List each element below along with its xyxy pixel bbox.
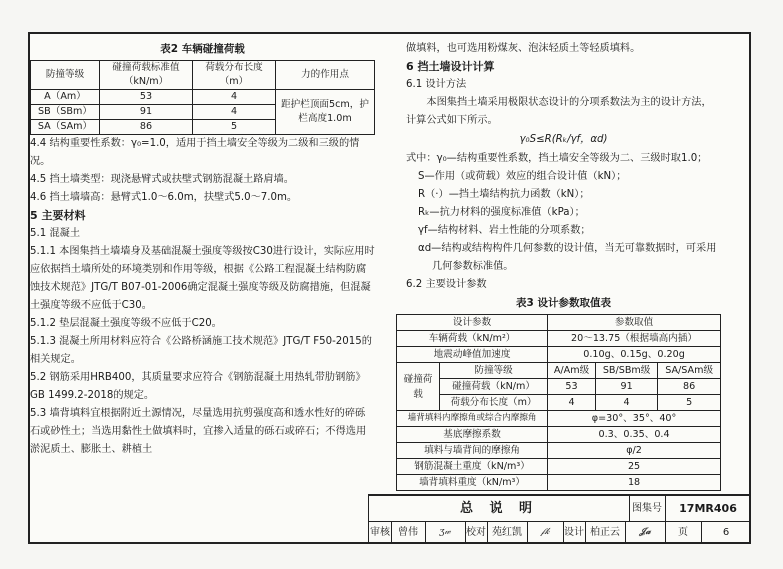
table2: [30, 60, 375, 135]
table-cell: 钢筋混凝土重度（kN/m³）: [397, 459, 548, 475]
table-row: [397, 411, 721, 427]
table-row: [397, 459, 721, 475]
table2-force-point: 距护栏顶面5cm，护栏高度1.0m: [276, 90, 375, 135]
checker-name: 苑红凯: [487, 521, 528, 544]
para-4-4: 4.4 结构重要性系数：γ₀=1.0，适用于挡土墙安全等级为二级和三级的情况。: [30, 138, 360, 167]
table-cell: SB/SBm级: [595, 363, 657, 379]
definition-gamma0: γ₀—结构重要性系数，挡土墙安全等级为二、三级时取1.0；: [436, 153, 708, 164]
atlas-number: 17MR406: [679, 502, 737, 515]
table-cell: 4: [548, 395, 596, 411]
table-cell: 碰撞荷载（kN/m）: [440, 379, 548, 395]
table-cell: SA（SAm）: [31, 120, 100, 135]
table-row: [397, 395, 721, 411]
title-block-bottom-row: [369, 521, 751, 544]
table2-header-length: 荷载分布长度（m）: [193, 61, 276, 90]
table3-header-value: 参数取值: [548, 315, 721, 331]
table-cell: 基底摩擦系数: [397, 427, 548, 443]
section-6-1-heading: 6.1 设计方法: [406, 79, 467, 90]
table-cell: A/Am级: [548, 363, 596, 379]
table2-header-level: 防撞等级: [31, 61, 100, 90]
table-cell: 53: [548, 379, 596, 395]
table-cell: 5: [193, 120, 276, 135]
table3: [396, 314, 721, 491]
where-text: 式中：: [406, 153, 437, 164]
table-cell: 车辆荷载（kN/m²）: [397, 331, 548, 347]
table-cell: SB（SBm）: [31, 105, 100, 120]
table-cell: 防撞等级: [440, 363, 548, 379]
table2-header-point: 力的作用点: [276, 61, 375, 90]
para-5-1-1: 5.1.1 本图集挡土墙墙身及基础混凝土强度等级按C30进行设计，实际应用时应依据挡土墙所处的环境类别和作用等级，根据《公路工程混凝土结构防腐蚀技术规范》JTG/T B07-01-2006确定混凝土强度等级及防腐措施，但混凝土强度等级不应低于C30。: [30, 246, 375, 311]
page-label: 页: [665, 521, 702, 544]
table-cell: φ/2: [548, 443, 721, 459]
table-row: [397, 315, 721, 331]
table-cell: 91: [595, 379, 657, 395]
table-cell: 20～13.75（根据墙高内插）: [548, 331, 721, 347]
table-row: [397, 363, 721, 379]
table-cell: φ=30°、35°、40°: [548, 411, 721, 427]
design-formula: γ₀S≤R(Rₖ/γf，αd): [519, 134, 608, 145]
para-6-1: 本图集挡土墙采用极限状态设计的分项系数法为主的设计方法，计算公式如下所示。: [406, 97, 712, 126]
table-row: [397, 347, 721, 363]
table-row: [397, 427, 721, 443]
para-5-1-3: 5.1.3 混凝土所用材料应符合《公路桥涵施工技术规范》JTG/T F50-2015的相关规定。: [30, 336, 372, 365]
table-cell: 地震动峰值加速度: [397, 347, 548, 363]
table-cell: SA/SAm级: [658, 363, 721, 379]
right-column: [403, 40, 721, 491]
para-4-5: 4.5 挡土墙类型：现浇悬臂式或扶壁式钢筋混凝土路肩墙。: [30, 174, 294, 185]
definition-alphad: αd—结构或结构构件几何参数的设计值，当无可靠数据时，可采用几何参数标准值。: [418, 243, 717, 272]
definition-s: S—作用（或荷载）效应的组合设计值（kN）；: [418, 171, 627, 182]
reviewer-name: 曾伟: [391, 521, 426, 544]
table3-header-param: 设计参数: [397, 315, 548, 331]
para-5-2: 5.2 钢筋采用HRB400，其质量要求应符合《钢筋混凝土用热轧带肋钢筋》GB 1499.2-2018的规定。: [30, 372, 366, 401]
table-cell: 荷载分布长度（m）: [440, 395, 548, 411]
table-row: [31, 90, 375, 105]
review-label: 审核: [369, 521, 392, 544]
table-cell: 25: [548, 459, 721, 475]
table-cell: 4: [595, 395, 657, 411]
designer-signature: 𝒥𝒶: [625, 521, 666, 544]
where-label: [406, 150, 721, 168]
design-label: 设计: [563, 521, 586, 544]
table-row: [397, 475, 721, 491]
para-5-3: 5.3 墙背填料宜根据附近土源情况，尽量选用抗剪强度高和透水性好的碎砾石或砂性土；当选用黏性土做填料时，宜掺入适量的砾石或碎石；不得选用淤泥质土、膨胀土、耕植土: [30, 408, 367, 455]
table-cell: 5: [658, 395, 721, 411]
table-cell: 86: [658, 379, 721, 395]
table-cell: 91: [100, 105, 193, 120]
table-cell: 53: [100, 90, 193, 105]
title-block-top-row: [369, 496, 751, 522]
section-6-2-heading: 6.2 主要设计参数: [406, 279, 487, 290]
definition-gammaf: γf—结构材料、岩土性能的分项系数；: [418, 225, 591, 236]
section-5-heading: 5 主要材料: [30, 209, 86, 222]
table2-caption: 表2 车辆碰撞荷载: [160, 43, 245, 55]
left-column: [30, 40, 375, 459]
checker-signature: 𝒻𝓀: [527, 521, 564, 544]
definition-r: R（·）—挡土墙结构抗力函数（kN）；: [418, 189, 590, 200]
table3-caption: 表3 设计参数取值表: [516, 297, 611, 309]
table-cell: 86: [100, 120, 193, 135]
check-label: 校对: [465, 521, 488, 544]
table-cell: 4: [193, 105, 276, 120]
table-cell: 墙背填料内摩擦角或综合内摩擦角: [397, 411, 548, 427]
table-row: [397, 379, 721, 395]
para-5-1-2: 5.1.2 垫层混凝土强度等级不应低于C20。: [30, 318, 222, 329]
para-4-6: 4.6 挡土墙墙高：悬臂式1.0～6.0m，扶壁式5.0～7.0m。: [30, 192, 298, 203]
table2-header-load: 碰撞荷载标准值（kN/m）: [100, 61, 193, 90]
table-cell: 0.3、0.35、0.4: [548, 427, 721, 443]
title-block: [368, 494, 751, 544]
table-cell: 墙背填料重度（kN/m³）: [397, 475, 548, 491]
table-cell: 填料与墙背间的摩擦角: [397, 443, 548, 459]
section-6-heading: 6 挡土墙设计计算: [406, 60, 495, 73]
atlas-number-label: 图集号: [629, 496, 666, 521]
table-cell: A（Am）: [31, 90, 100, 105]
drawing-title: 总 说 明: [369, 496, 630, 521]
table-cell: 4: [193, 90, 276, 105]
page-number: 6: [722, 527, 730, 538]
table3-collision-group: 碰撞荷载: [397, 363, 440, 411]
reviewer-signature: ʒ𝓌: [425, 521, 466, 544]
definition-rk: Rₖ—抗力材料的强度标准值（kPa）；: [418, 207, 585, 218]
table-row: [397, 331, 721, 347]
table-row: [397, 443, 721, 459]
table-cell: 0.10g、0.15g、0.20g: [548, 347, 721, 363]
section-5-1-heading: 5.1 混凝土: [30, 228, 81, 239]
para-continuation: 做填料，也可选用粉煤灰、泡沫轻质土等轻质填料。: [406, 43, 641, 54]
designer-name: 柏正云: [585, 521, 626, 544]
table-cell: 18: [548, 475, 721, 491]
